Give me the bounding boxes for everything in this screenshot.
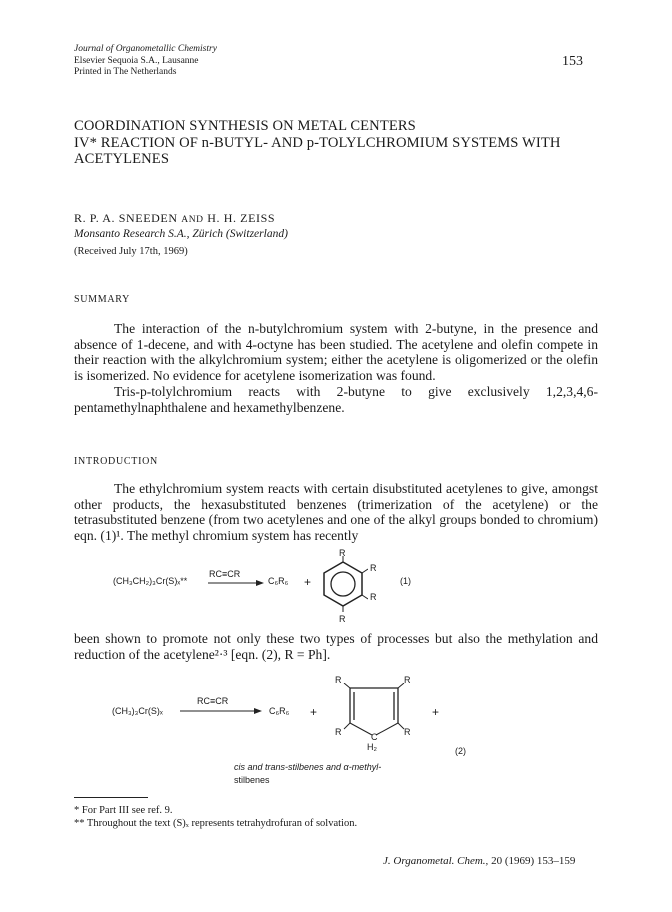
introduction-paragraph-2: been shown to promote not only these two types of processes but also the methylation and reduction of the acetylene²·³ [eqn. (2), R = Ph]. xyxy=(74,631,598,662)
footnote-rule xyxy=(74,797,148,798)
publisher: Elsevier Sequoia S.A., Lausanne xyxy=(74,55,199,66)
equation-2 xyxy=(0,675,672,785)
eqn1-arrow xyxy=(208,579,264,587)
authors-and: AND xyxy=(181,215,204,225)
equation-1 xyxy=(0,548,672,626)
journal-citation xyxy=(383,855,575,867)
eqn2-arrow xyxy=(180,707,262,715)
citation-reference: 20 (1969) 153–159 xyxy=(491,855,576,867)
footnote-1: * For Part III see ref. 9. xyxy=(74,805,173,816)
eqn2-product-benzene: C₆R₆ xyxy=(269,706,290,716)
eqn2-reagent: RC≡CR xyxy=(197,696,229,706)
summary-paragraph-1: The interaction of the n-butylchromium system with 2-butyne, in the presence and absence of 1-decene, and with 4-octyne has been studied. The acetylene and olefin compete in their reaction with the alkylchromium system; either the acetylene is oligomerized or the olefin is isomerized. No evidence for acetylene isomerization was found. xyxy=(74,321,598,384)
eqn1-r-bottom: R xyxy=(339,614,346,624)
summary-paragraph-2: Tris-p-tolylchromium reacts with 2-butyne to give exclusively 1,2,3,4,6-pentamethylnaphthalene and hexamethylbenzene. xyxy=(74,383,598,415)
title-line-2: IV* REACTION OF n-BUTYL- AND p-TOLYLCHROMIUM SYSTEMS WITH xyxy=(74,134,561,151)
eqn2-number: (2) xyxy=(455,746,466,756)
eqn1-reagent: RC≡CR xyxy=(209,569,241,579)
introduction-body xyxy=(74,481,598,544)
title-line-3: ACETYLENES xyxy=(74,151,170,167)
authors xyxy=(74,211,275,226)
summary-body xyxy=(74,321,598,415)
eqn2-r-lower-right: R xyxy=(404,727,411,737)
eqn1-benzene-ring xyxy=(318,556,368,614)
affiliation: Monsanto Research S.A., Zürich (Switzerland) xyxy=(74,228,288,240)
introduction-heading: INTRODUCTION xyxy=(74,456,158,467)
eqn2-plus-1: + xyxy=(310,705,318,719)
eqn1-reactant: (CH₃CH₂)₃Cr(S)ₓ** xyxy=(113,576,188,586)
eqn1-product-benzene: C₆R₆ xyxy=(268,576,289,586)
title-line-1: COORDINATION SYNTHESIS ON METAL CENTERS xyxy=(74,118,416,134)
author-2: H. H. ZEISS xyxy=(207,211,276,225)
eqn1-plus: + xyxy=(304,575,312,589)
received-date: (Received July 17th, 1969) xyxy=(74,246,188,257)
journal-name: Journal of Organometallic Chemistry xyxy=(74,44,217,54)
eqn2-r-upper-left: R xyxy=(335,675,342,685)
citation-journal: J. Organometal. Chem., xyxy=(383,855,489,867)
eqn1-r-upper-right: R xyxy=(370,563,377,573)
eqn1-number: (1) xyxy=(400,576,411,586)
eqn2-ring-carbon: C xyxy=(371,732,378,742)
article-title xyxy=(74,118,614,168)
eqn2-ring-h2: H₂ xyxy=(367,742,377,752)
eqn2-r-lower-left: R xyxy=(335,727,342,737)
journal-header xyxy=(74,44,217,79)
footnote-2: ** Throughout the text (S)ₓ represents tetrahydrofuran of solvation. xyxy=(74,818,358,829)
page-number: 153 xyxy=(562,54,583,69)
summary-heading: SUMMARY xyxy=(74,294,131,305)
eqn2-r-upper-right: R xyxy=(404,675,411,685)
eqn1-r-top: R xyxy=(339,548,346,558)
introduction-body-continued xyxy=(74,631,598,662)
eqn1-r-lower-right: R xyxy=(370,592,377,602)
eqn2-reactant: (CH₃)₃Cr(S)ₓ xyxy=(112,706,163,716)
author-1: R. P. A. SNEEDEN xyxy=(74,211,178,225)
eqn2-plus-2: + xyxy=(432,705,440,719)
printed-in: Printed in The Netherlands xyxy=(74,67,177,77)
eqn2-caption-line-1: cis and trans-stilbenes and α-methyl- xyxy=(234,762,382,772)
introduction-paragraph-1: The ethylchromium system reacts with certain disubstituted acetylenes to give, amongst other products, the hexasubstituted benzenes (trimerization of the acetylene) or the tetrasubstituted benzene (from two acetylenes and one of the alkyl groups bonded to chromium) eqn. (1)¹. The methyl chromium system has recently xyxy=(74,481,598,544)
eqn2-caption-line-2: stilbenes xyxy=(234,775,270,785)
